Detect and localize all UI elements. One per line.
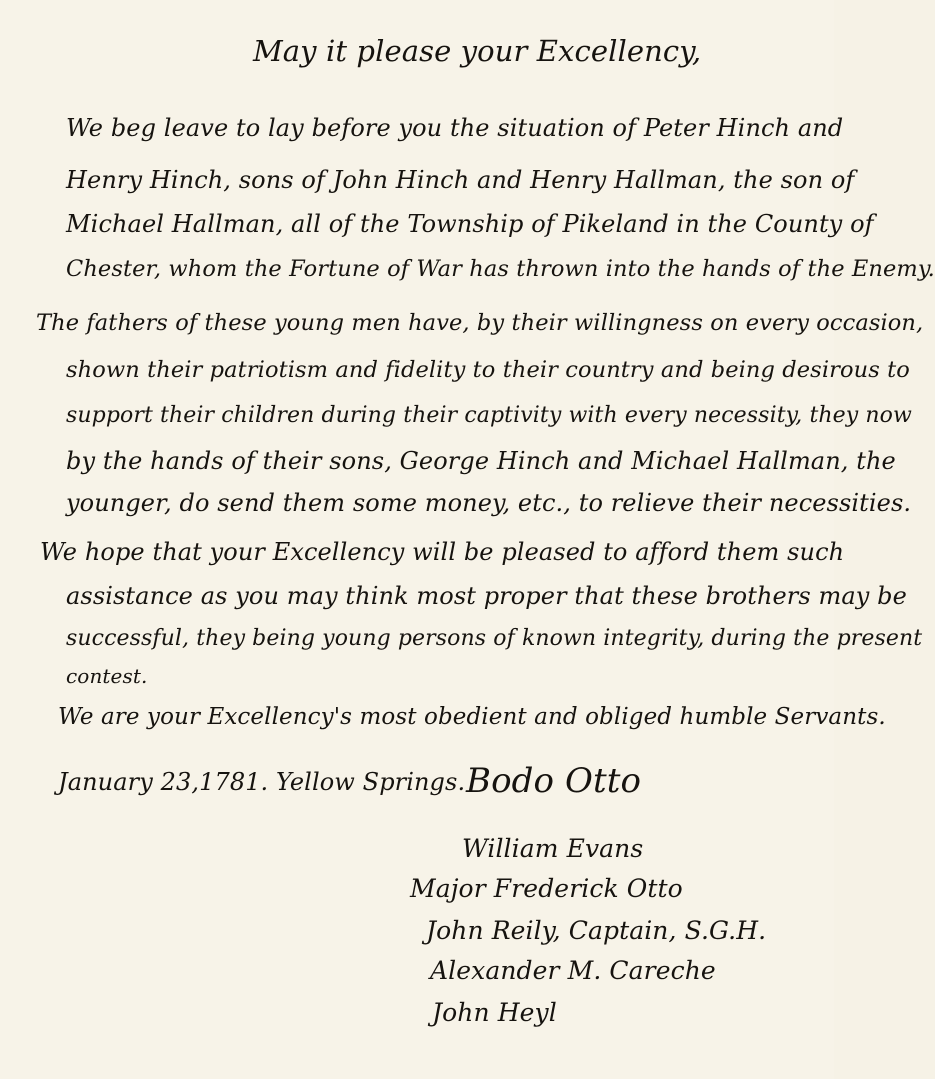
signature: John Reily, Captain, S.G.H. xyxy=(426,916,767,945)
body-line: Henry Hinch, sons of John Hinch and Henry Hallman, the son of xyxy=(66,166,855,194)
body-line: Chester, whom the Fortune of War has thrown into the hands of the Enemy. xyxy=(66,256,935,282)
signature: Alexander M. Careche xyxy=(430,956,716,985)
body-line: The fathers of these young men have, by their willingness on every occasion, xyxy=(36,310,924,336)
body-line: by the hands of their sons, George Hinch and Michael Hallman, the xyxy=(66,447,896,475)
body-line: assistance as you may think most proper that these brothers may be xyxy=(66,582,907,610)
signature: John Heyl xyxy=(432,998,557,1027)
body-line: Michael Hallman, all of the Township of Pikeland in the County of xyxy=(66,210,874,238)
body-line: support their children during their captivity with every necessity, they now xyxy=(66,403,912,428)
signature: Bodo Otto xyxy=(466,761,642,801)
body-line: We beg leave to lay before you the situation of Peter Hinch and xyxy=(66,114,844,142)
body-line: We hope that your Excellency will be pleased to afford them such xyxy=(40,538,845,566)
closing-line: We are your Excellency's most obedient and obliged humble Servants. xyxy=(58,704,886,730)
signature: Major Frederick Otto xyxy=(410,874,683,903)
date-place: January 23,1781. Yellow Springs. xyxy=(58,768,466,796)
body-line: younger, do send them some money, etc., to relieve their necessities. xyxy=(66,489,912,517)
body-line: contest. xyxy=(66,664,148,688)
salutation: May it please your Excellency, xyxy=(253,34,702,68)
body-line: successful, they being young persons of known integrity, during the present xyxy=(66,626,923,651)
body-line: shown their patriotism and fidelity to their country and being desirous to xyxy=(66,357,910,383)
signature: William Evans xyxy=(462,834,644,863)
